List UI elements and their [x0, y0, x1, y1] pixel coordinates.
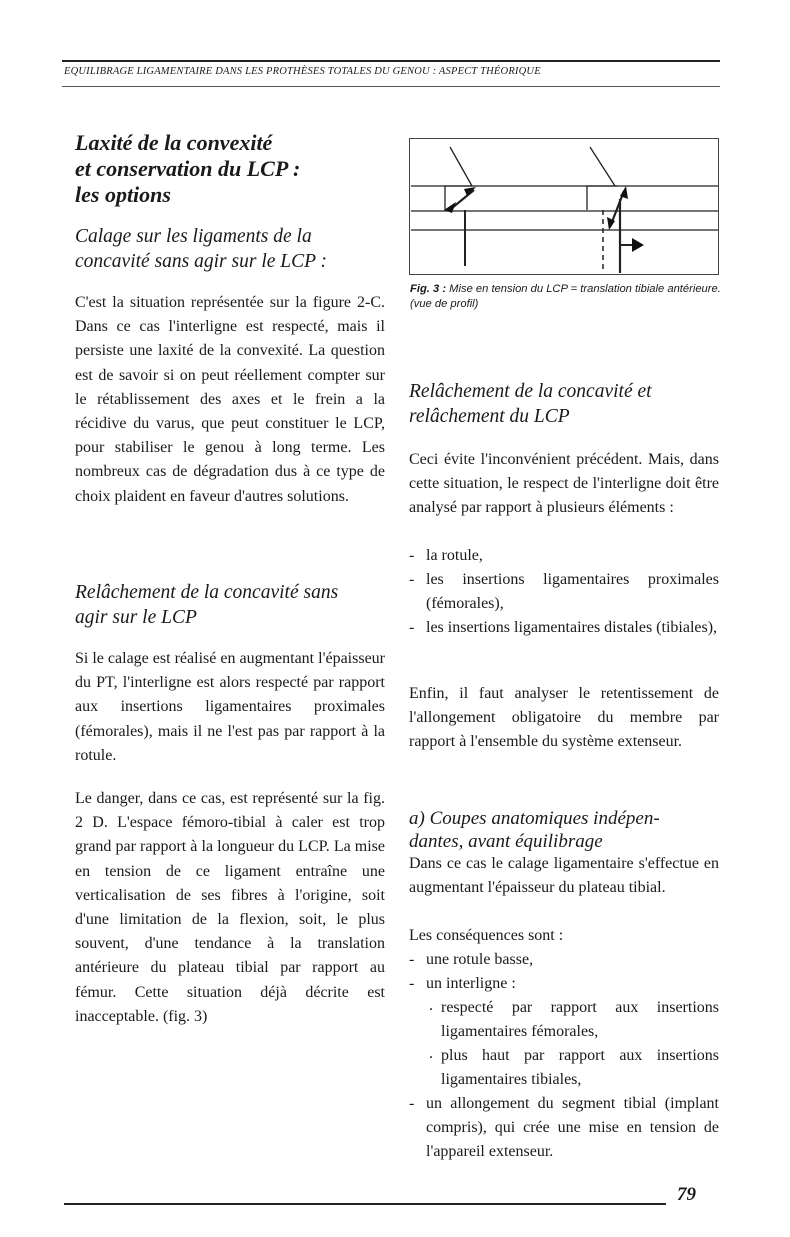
- subheading-relachement-et-lcp: [409, 379, 719, 429]
- paragraph-danger-2d: Le danger, dans ce cas, est représenté sur la fig. 2 D. L'espace fémoro-tibial à caler est trop grand par rapport à la longueur du LCP. La mise en tension de ce ligament entraîne une verticalisation de ses fibres à l'origine, soit d'une limitation de la flexion, soit, le plus souvent, d'une tendance à la translation antérieure du plateau tibial par rapport au fémur. Cette situation déjà décrite est inacceptable. (fig. 3): [75, 790, 385, 1025]
- subheading-coupes-anatomiques: [409, 807, 719, 853]
- subheading-coupes-line-1: a) Coupes anatomiques indépen-: [409, 808, 660, 829]
- running-title: EQUILIBRAGE LIGAMENTAIRE DANS LES PROTHÈSES TOTALES DU GENOU : ASPECT THÉORIQUE: [64, 66, 541, 77]
- femur-axis-right: [590, 147, 615, 186]
- paragraph-calage-pt: Si le calage est réalisé en augmentant l'épaisseur du PT, l'interligne est alors respecté par rapport aux insertions ligamentaires proximales (fémorales), mais il ne l'est pas par rapport à la rotule.: [75, 650, 385, 764]
- translation-arrowhead: [632, 238, 644, 252]
- femur-axis-left: [450, 147, 472, 186]
- paragraph-allongement: Enfin, il faut analyser le retentissement de l'allongement obligatoire du membre par rapport à l'ensemble du système extenseur.: [409, 685, 719, 750]
- figure-3-caption: [410, 282, 722, 312]
- header-rule-top: [62, 60, 720, 62]
- paragraph-calage-plateau: Dans ce cas le calage ligamentaire s'effectue en augmentant l'épaisseur du plateau tibial.: [409, 855, 719, 896]
- page-number: 79: [677, 1184, 696, 1205]
- figure-3-diagram: [409, 138, 719, 275]
- list-item: - un allongement du segment tibial (implant compris), qui crée une mise en tension de l'appareil extenseur.: [409, 1092, 719, 1164]
- list-item: - un interligne :: [409, 972, 719, 996]
- subheading-coupes-line-2: dantes, avant équilibrage: [409, 831, 603, 852]
- subheading-calage-line-1: Calage sur les ligaments de la: [75, 226, 312, 247]
- lcp-fiber-left: [452, 190, 474, 208]
- lcp-tension-drawing: [410, 139, 720, 276]
- figure-caption-text: Mise en tension du LCP = translation tibiale antérieure. (vue de profil): [410, 283, 721, 310]
- subheading-relachement-sans-lcp-line-2: agir sur le LCP: [75, 607, 197, 628]
- subheading-calage: [75, 224, 385, 274]
- main-heading-line-1: Laxité de la convexité: [75, 130, 273, 155]
- list-item: - une rotule basse,: [409, 948, 719, 972]
- main-heading-line-2: et conservation du LCP :: [75, 156, 301, 181]
- subheading-calage-line-2: concavité sans agir sur le LCP :: [75, 251, 328, 272]
- paragraph-inconvenient: Ceci évite l'inconvénient précédent. Mais, dans cette situation, le respect de l'interligne doit être analysé par rapport à plusieurs éléments :: [409, 451, 719, 516]
- main-heading: [75, 130, 385, 208]
- list-item: - la rotule,: [409, 544, 719, 568]
- list-subitem: . plus haut par rapport aux insertions ligamentaires tibiales,: [409, 1044, 719, 1092]
- figure-label: Fig. 3 :: [410, 283, 447, 295]
- list-elements: [409, 544, 719, 640]
- list-item: - les insertions ligamentaires proximales (fémorales),: [409, 568, 719, 616]
- list-subitem: . respecté par rapport aux insertions ligamentaires fémorales,: [409, 996, 719, 1044]
- header-rule-bottom: [62, 86, 720, 87]
- subheading-relachement-sans-lcp: [75, 580, 385, 630]
- main-heading-line-3: les options: [75, 182, 171, 207]
- subheading-relachement-sans-lcp-line-1: Relâchement de la concavité sans: [75, 582, 339, 603]
- subheading-relachement-et-lcp-line-1: Relâchement de la concavité et: [409, 381, 652, 402]
- paragraph-situation-2c: C'est la situation représentée sur la figure 2-C. Dans ce cas l'interligne est respecté, mais il persiste une laxité de la convexité. La question est de savoir si on peut réellement compter sur le rétablissement des axes et le frein a la récidive du varus, que peut constituer le LCP, pour stabiliser le genou à long terme. Les nombreux cas de dégradation dus à ce type de choix plaident en faveur d'autres solutions.: [75, 294, 385, 505]
- list-consequences: [409, 948, 719, 1164]
- subheading-relachement-et-lcp-line-2: relâchement du LCP: [409, 406, 570, 427]
- list-item: - les insertions ligamentaires distales (tibiales),: [409, 616, 719, 640]
- paragraph-consequences: Les conséquences sont :: [409, 927, 564, 944]
- footer-rule: [64, 1203, 666, 1205]
